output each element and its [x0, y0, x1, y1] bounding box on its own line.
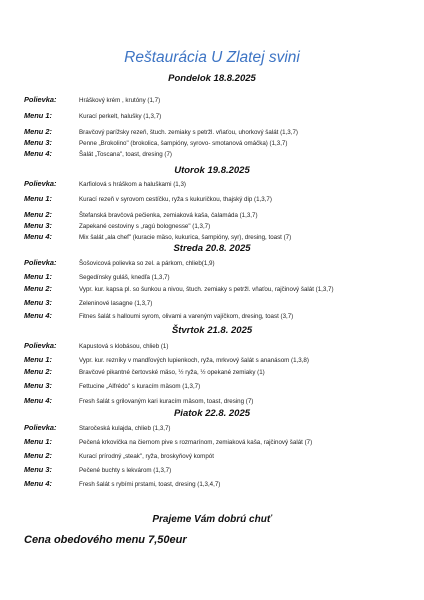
- menu-row-label: Menu 4:: [24, 311, 52, 320]
- menu-row: [24, 479, 420, 490]
- menu-row-text: Karfiolová s hráškom a haluškami (1,3): [79, 181, 186, 188]
- menu-row-label: Menu 4:: [24, 396, 52, 405]
- menu-row-label: Menu 1:: [24, 437, 52, 446]
- menu-row-label: Menu 1:: [24, 111, 52, 120]
- menu-row-text: Zeleninové lasagne (1,3,7): [79, 300, 153, 307]
- menu-row: [24, 367, 420, 378]
- menu-row-label: Menu 2:: [24, 210, 52, 219]
- menu-row-text: Zapekané cestoviny s „ragú bolognesse" (1,3,7): [79, 223, 211, 230]
- menu-row-text: Šalát „Toscana", toast, dresing (7): [79, 151, 172, 158]
- menu-row: [24, 272, 420, 283]
- menu-price: Cena obedového menu 7,50eur: [24, 534, 187, 546]
- menu-row: [24, 258, 420, 269]
- menu-row-label: Polievka:: [24, 95, 57, 104]
- menu-row: [24, 232, 420, 243]
- menu-row-text: Fitnes šalát s halloumi syrom, olivami a vareným vajíčkom, dresing, toast (3,7): [79, 313, 294, 320]
- menu-row-label: Menu 4:: [24, 479, 52, 488]
- menu-row-text: Staročeská kulajda, chlieb (1,3,7): [79, 425, 171, 432]
- menu-row-text: Hráškový krém , krutóny (1,7): [79, 97, 161, 104]
- menu-row: [24, 284, 420, 295]
- menu-row-label: Menu 2:: [24, 367, 52, 376]
- menu-row-label: Polievka:: [24, 341, 57, 350]
- menu-row-label: Menu 1:: [24, 355, 52, 364]
- menu-row: [24, 355, 420, 366]
- menu-row-label: Menu 4:: [24, 232, 52, 241]
- menu-row-label: Menu 4:: [24, 149, 52, 158]
- day-heading-monday: Pondelok 18.8.2025: [168, 73, 256, 84]
- menu-row-label: Menu 1:: [24, 272, 52, 281]
- closing-wish: Prajeme Vám dobrú chuť: [152, 514, 272, 525]
- menu-row-text: Šošovicová polievka so zel. a párkom, chlieb(1,9): [79, 260, 215, 267]
- menu-row-text: Mix šalát „ala chef" (kuracie mäso, kukurica, šampióny, syr), dresing, toast (7): [79, 234, 292, 241]
- menu-row: [24, 451, 420, 462]
- menu-row: [24, 298, 420, 309]
- menu-row: [24, 127, 420, 138]
- menu-row: [24, 210, 420, 221]
- menu-row: [24, 149, 420, 160]
- menu-row: [24, 423, 420, 434]
- menu-row-label: Polievka:: [24, 179, 57, 188]
- menu-row-text: Fresh šalát s grilovaným kari kuracím mäsom, toast, dresing (7): [79, 398, 254, 405]
- menu-row-label: Menu 2:: [24, 451, 52, 460]
- menu-row-label: Menu 3:: [24, 465, 52, 474]
- menu-row-text: Štefanská bravčová pečienka, zemiaková kaša, čalamáda (1,3,7): [79, 212, 258, 219]
- menu-row: [24, 341, 420, 352]
- menu-row: [24, 465, 420, 476]
- menu-row-text: Vypr. kur. kapsa pl. so šunkou a nivou, štuch. zemiaky s petržl. vňaťou, rajčinový šalát (1,3,7): [79, 286, 334, 293]
- menu-row-label: Menu 3:: [24, 221, 52, 230]
- menu-row: [24, 221, 420, 232]
- day-heading-tuesday: Utorok 19.8.2025: [174, 165, 250, 176]
- menu-row: [24, 437, 420, 448]
- menu-row-label: Menu 1:: [24, 194, 52, 203]
- menu-row-text: Kapustová s klobásou, chlieb (1): [79, 343, 169, 350]
- menu-row-text: Kurací prírodný „steak", ryža, broskyňový kompót: [79, 453, 214, 460]
- restaurant-title: Reštaurácia U Zlatej svini: [124, 49, 300, 66]
- menu-row-label: Menu 2:: [24, 127, 52, 136]
- menu-row-text: Fettucine „Alfrédo" s kuracím mäsom (1,3,7): [79, 383, 201, 390]
- menu-row: [24, 396, 420, 407]
- menu-row-label: Polievka:: [24, 423, 57, 432]
- menu-row-text: Kurací perkelt, halušky (1,3,7): [79, 113, 162, 120]
- menu-row-text: Pečená krkovička na čiernom pive s rozmarínom, zemiaková kaša, rajčinový šalát (7): [79, 439, 313, 446]
- menu-row-text: Vypr. kur. rezníky v mandľových lupienkoch, ryža, mrkvový šalát s ananásom (1,3,8): [79, 357, 309, 364]
- menu-row-label: Polievka:: [24, 258, 57, 267]
- menu-row-label: Menu 3:: [24, 138, 52, 147]
- menu-row-text: Bravčový parížsky rezeň, štuch. zemiaky s petržl. vňaťou, uhorkový šalát (1,3,7): [79, 129, 298, 136]
- menu-row-text: Bravčové pikantné čertovské mäso, ½ ryža, ½ opekané zemiaky (1): [79, 369, 265, 376]
- menu-row: [24, 311, 420, 322]
- day-heading-thursday: Štvrtok 21.8. 2025: [171, 325, 253, 336]
- menu-row-label: Menu 2:: [24, 284, 52, 293]
- menu-row: [24, 194, 420, 205]
- menu-row: [24, 381, 420, 392]
- menu-row-text: Kurací rezeň v syrovom cestíčku, ryža s kukuričkou, thajský dip (1,3,7): [79, 196, 272, 203]
- menu-row: [24, 138, 420, 149]
- menu-row-label: Menu 3:: [24, 381, 52, 390]
- menu-row: [24, 179, 420, 190]
- menu-row-text: Fresh šalát s rybími prstami, toast, dresing (1,3,4,7): [79, 481, 221, 488]
- day-heading-wednesday: Streda 20.8. 2025: [173, 243, 251, 254]
- menu-row-label: Menu 3:: [24, 298, 52, 307]
- menu-row-text: Penne „Brokolino" (brokolica, šampióny, syrovo- smotanová omáčka) (1,3,7): [79, 140, 288, 147]
- menu-row: [24, 95, 420, 106]
- menu-row-text: Segedínsky guláš, knedľa (1,3,7): [79, 274, 170, 281]
- menu-row-text: Pečené buchty s lekvárom (1,3,7): [79, 467, 172, 474]
- menu-row: [24, 111, 420, 122]
- day-heading-friday: Piatok 22.8. 2025: [173, 408, 251, 419]
